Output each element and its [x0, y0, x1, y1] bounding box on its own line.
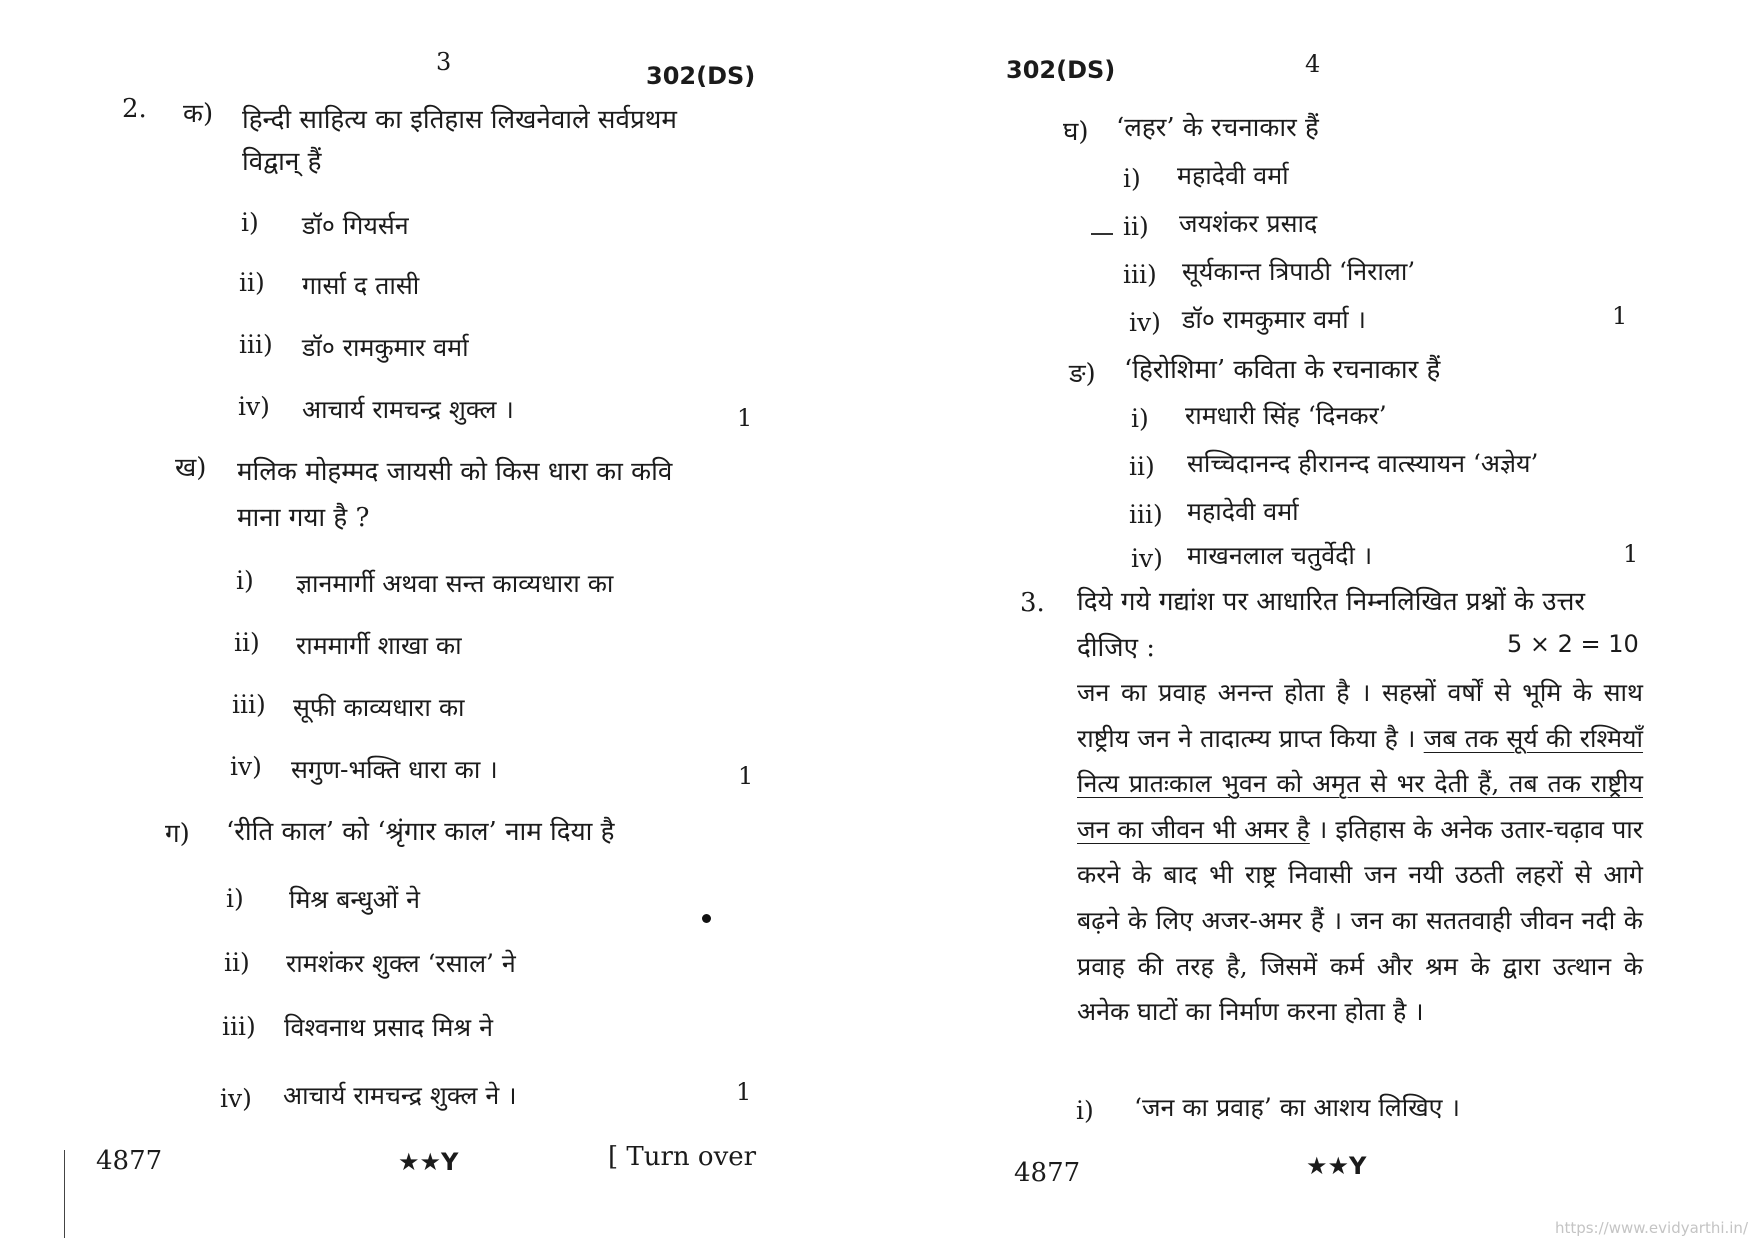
option-number: iv) — [1131, 544, 1163, 573]
page-number: 4 — [1305, 50, 1321, 78]
question-text: ‘लहर’ के रचनाकार हैं — [1116, 113, 1319, 143]
subquestion-label: ङ) — [1069, 359, 1096, 389]
passage-underlined-text: जब तक सूर्य की रश्मियाँ नित्य प्रातःकाल भुवन को अमृत से भर देती हैं, तब तक राष्ट्रीय जन का जीवन भी अमर है — [1077, 723, 1644, 844]
subquestion-label: ख) — [175, 453, 207, 483]
subquestion-number: i) — [1076, 1096, 1094, 1125]
option-number: i) — [236, 566, 254, 595]
footer-stars: ★★Y — [1306, 1152, 1367, 1180]
subquestion-text: ‘जन का प्रवाह’ का आशय लिखिए । — [1134, 1093, 1460, 1122]
footer-code: 4877 — [96, 1146, 163, 1176]
option-number: iii) — [239, 330, 273, 359]
option-number: ii) — [239, 268, 265, 297]
option-text: सच्चिदानन्द हीरानन्द वात्स्यायन ‘अज्ञेय’ — [1187, 449, 1539, 478]
option-text: डॉ० रामकुमार वर्मा — [302, 333, 469, 362]
watermark: https://www.evidyarthi.in/ — [1554, 1219, 1748, 1237]
option-number: iii) — [232, 690, 266, 719]
option-text: सगुण-भक्ति धारा का । — [291, 755, 498, 784]
question-number: 3. — [1020, 588, 1045, 618]
turn-over-label: [ Turn over — [608, 1142, 757, 1172]
option-text: सूर्यकान्त त्रिपाठी ‘निराला’ — [1182, 257, 1416, 286]
option-number: iv) — [1129, 308, 1161, 337]
option-text: मिश्र बन्धुओं ने — [289, 885, 421, 914]
option-text: सूफी काव्यधारा का — [293, 693, 465, 722]
question-text: ‘रीति काल’ को ‘श्रृंगार काल’ नाम दिया है — [226, 817, 615, 847]
marks: 1 — [1623, 540, 1639, 568]
margin-line — [64, 1150, 65, 1238]
paper-code: 302(DS) — [646, 62, 756, 90]
marks: 1 — [738, 762, 754, 790]
option-number: i) — [1131, 404, 1149, 433]
question-text: माना गया है ? — [237, 503, 370, 533]
option-text: ज्ञानमार्गी अथवा सन्त काव्यधारा का — [296, 569, 614, 598]
passage-text: । इतिहास के अनेक उतार-चढ़ाव पार करने के बाद भी राष्ट्र निवासी जन नयी उठती लहरों से आगे बढ़ने के लिए अजर-अमर हैं । जन का सततवाही जीवन नदी के प्रवाह की तरह है, जिसमें कर्म और श्रम के द्वारा उत्थान के अनेक घाटों का निर्माण करना होता है । — [1077, 814, 1643, 1027]
option-text: महादेवी वर्मा — [1187, 497, 1299, 526]
option-text: डॉ० गियर्सन — [302, 211, 409, 240]
option-number: i) — [1123, 164, 1141, 193]
option-number: iii) — [222, 1012, 256, 1041]
question-text: दिये गये गद्यांश पर आधारित निम्नलिखित प्रश्नों के उत्तर — [1077, 587, 1586, 617]
option-text: माखनलाल चतुर्वेदी । — [1187, 541, 1373, 570]
page-number: 3 — [436, 48, 452, 76]
option-number: i) — [226, 884, 244, 913]
marks: 1 — [1612, 302, 1628, 330]
question-text: विद्वान् हैं — [242, 147, 322, 177]
option-number: i) — [241, 208, 259, 237]
option-text: आचार्य रामचन्द्र शुक्ल । — [302, 395, 514, 424]
option-text: विश्वनाथ प्रसाद मिश्र ने — [284, 1013, 493, 1042]
subquestion-label: ग) — [165, 819, 190, 849]
footer-code: 4877 — [1014, 1158, 1081, 1188]
passage — [1077, 670, 1643, 1035]
marks: 1 — [737, 404, 753, 432]
option-text: आचार्य रामचन्द्र शुक्ल ने । — [283, 1081, 517, 1110]
ink-dot — [702, 914, 711, 923]
passage-text: जन का प्रवाह अनन्त होता है । सहस्रों वर्षों से भूमि के साथ राष्ट्रीय जन ने तादात्म्य प्राप्त किया है । — [1077, 678, 1643, 753]
option-number: iii) — [1123, 260, 1157, 289]
option-text: राममार्गी शाखा का — [296, 631, 462, 660]
subquestion-label: क) — [183, 99, 214, 129]
option-text: रामशंकर शुक्ल ‘रसाल’ ने — [286, 949, 516, 978]
option-number: iii) — [1129, 500, 1163, 529]
option-text: जयशंकर प्रसाद — [1179, 209, 1318, 238]
question-text: हिन्दी साहित्य का इतिहास लिखनेवाले सर्वप्रथम — [242, 105, 677, 135]
marks: 1 — [736, 1078, 752, 1106]
question-text: ‘हिरोशिमा’ कविता के रचनाकार हैं — [1124, 355, 1441, 385]
option-number: ii) — [224, 948, 250, 977]
option-number: iv) — [230, 752, 262, 781]
question-text: मलिक मोहम्मद जायसी को किस धारा का कवि — [237, 457, 673, 487]
option-number: ii) — [1129, 452, 1155, 481]
option-number: ii) — [234, 628, 260, 657]
stray-mark — [1091, 233, 1113, 235]
question-text: दीजिए : — [1077, 633, 1155, 663]
option-number: iv) — [220, 1084, 252, 1113]
paper-code: 302(DS) — [1006, 56, 1116, 84]
option-text: डॉ० रामकुमार वर्मा । — [1182, 305, 1366, 334]
option-text: गार्सा द तासी — [302, 271, 420, 300]
right-page — [877, 0, 1754, 1241]
footer-stars: ★★Y — [398, 1148, 459, 1176]
marks: 5 × 2 = 10 — [1507, 630, 1639, 658]
option-text: महादेवी वर्मा — [1177, 161, 1289, 190]
question-number: 2. — [122, 94, 147, 124]
option-number: iv) — [238, 392, 270, 421]
option-number: ii) — [1123, 212, 1149, 241]
subquestion-label: घ) — [1063, 117, 1089, 147]
option-text: रामधारी सिंह ‘दिनकर’ — [1185, 401, 1387, 430]
